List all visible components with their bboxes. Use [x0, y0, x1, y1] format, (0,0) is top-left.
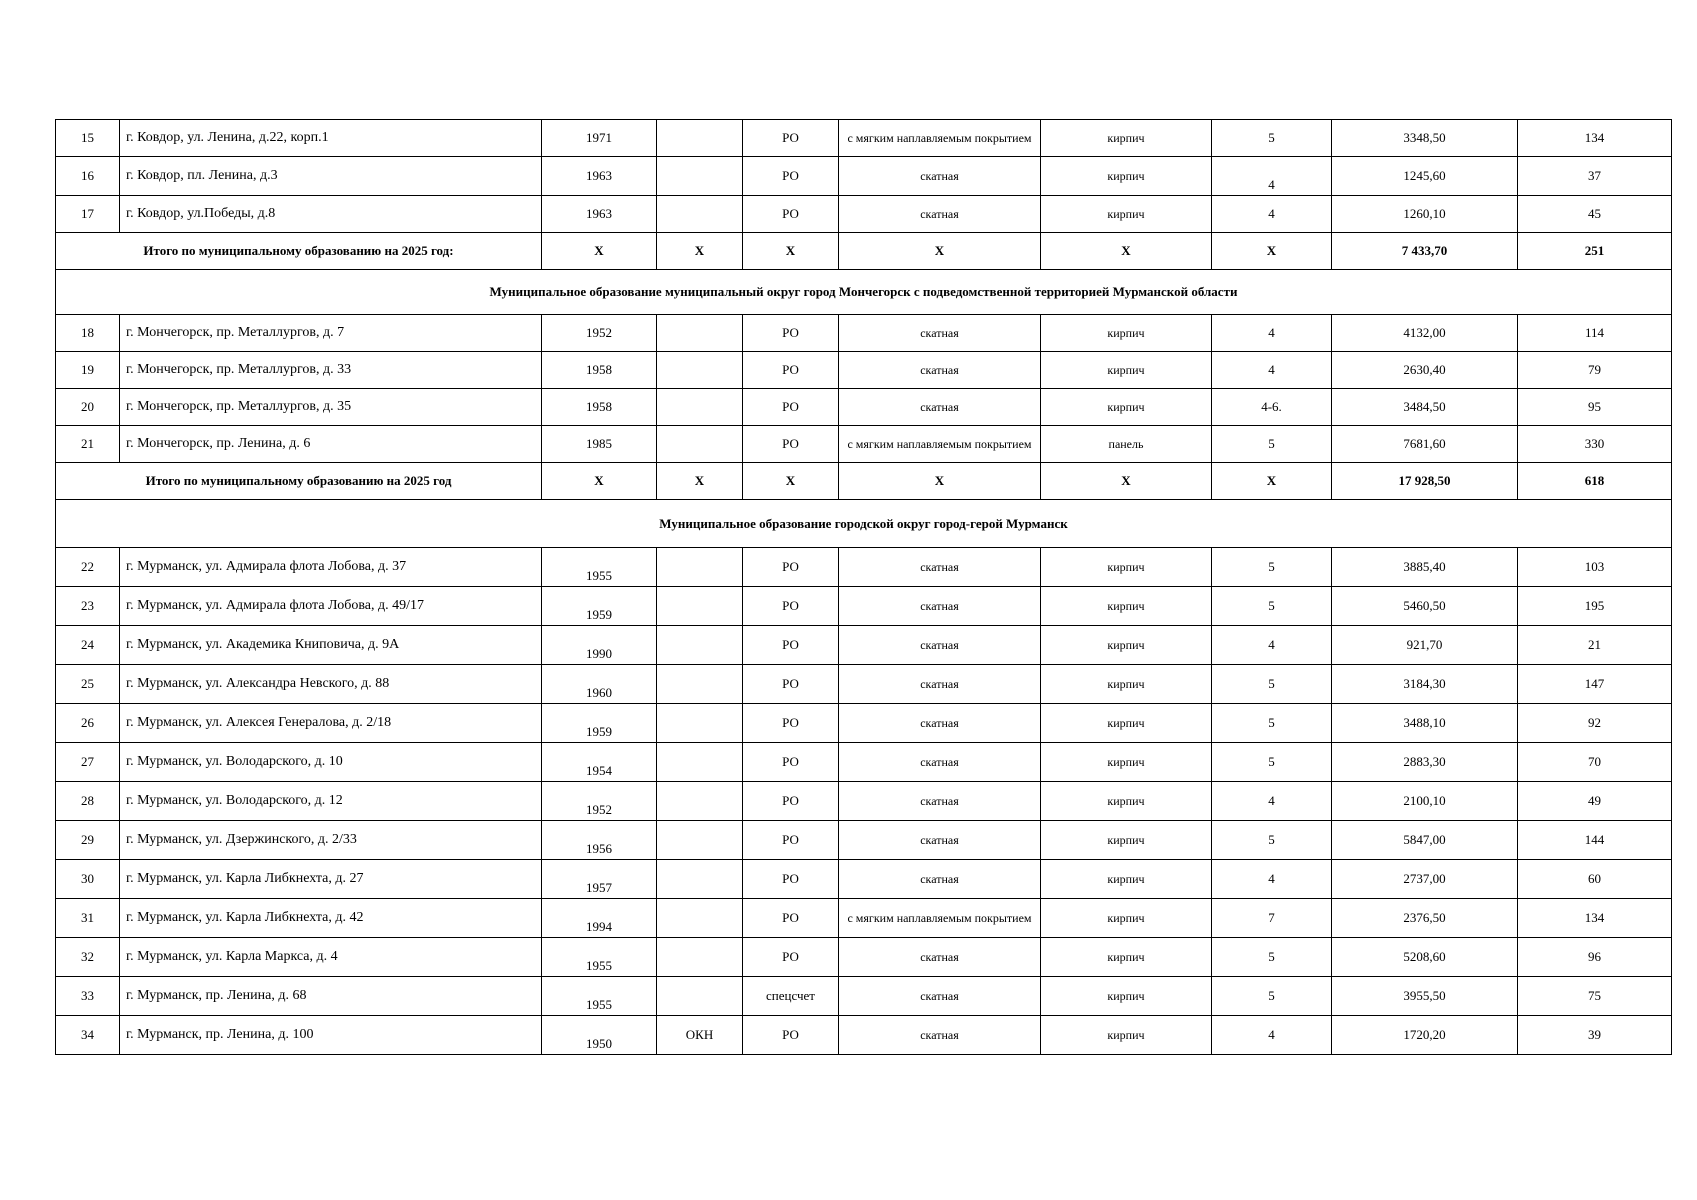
roof-type-cell: с мягким наплавляемым покрытием [839, 120, 1041, 157]
address-cell: г. Мурманск, пр. Ленина, д. 68 [120, 977, 542, 1016]
area-cell: 2737,00 [1332, 860, 1518, 899]
roof-type-cell: с мягким наплавляемым покрытием [839, 426, 1041, 463]
fund-method-cell: РО [743, 587, 839, 626]
row-number-cell: 29 [56, 821, 120, 860]
fund-method-cell: РО [743, 899, 839, 938]
table-row [56, 157, 1672, 196]
okn-cell [657, 665, 743, 704]
wall-material-cell: кирпич [1041, 977, 1212, 1016]
row-number-cell: 16 [56, 157, 120, 196]
total-row [56, 463, 1672, 500]
row-number-cell: 32 [56, 938, 120, 977]
address-cell: г. Мурманск, ул. Володарского, д. 12 [120, 782, 542, 821]
address-cell: г. Мурманск, ул. Карла Либкнехта, д. 27 [120, 860, 542, 899]
total-residents-cell: 618 [1518, 463, 1672, 500]
year-cell: 1958 [542, 352, 657, 389]
fund-method-cell: РО [743, 120, 839, 157]
roof-type-cell: скатная [839, 1016, 1041, 1055]
fund-method-cell: РО [743, 548, 839, 587]
row-number-cell: 20 [56, 389, 120, 426]
roof-type-cell: скатная [839, 389, 1041, 426]
roof-type-cell: скатная [839, 548, 1041, 587]
okn-cell [657, 860, 743, 899]
roof-type-cell: скатная [839, 196, 1041, 233]
section-heading-row [56, 500, 1672, 548]
okn-cell: ОКН [657, 1016, 743, 1055]
table-row [56, 626, 1672, 665]
floors-cell: 5 [1212, 426, 1332, 463]
year-cell: 1957 [542, 860, 657, 899]
total-label: Итого по муниципальному образованию на 2025 год [56, 463, 542, 500]
fund-method-cell: РО [743, 938, 839, 977]
fund-method-cell: РО [743, 1016, 839, 1055]
wall-material-cell: кирпич [1041, 626, 1212, 665]
roof-type-cell: скатная [839, 821, 1041, 860]
residents-cell: 95 [1518, 389, 1672, 426]
address-cell: г. Ковдор, пл. Ленина, д.3 [120, 157, 542, 196]
row-number-cell: 21 [56, 426, 120, 463]
year-cell: 1960 [542, 665, 657, 704]
address-cell: г. Мурманск, ул. Дзержинского, д. 2/33 [120, 821, 542, 860]
fund-method-cell: РО [743, 821, 839, 860]
residents-cell: 37 [1518, 157, 1672, 196]
fund-method-cell: РО [743, 704, 839, 743]
floors-cell: 4 [1212, 315, 1332, 352]
residents-cell: 60 [1518, 860, 1672, 899]
wall-material-cell: кирпич [1041, 821, 1212, 860]
table-row [56, 665, 1672, 704]
residents-cell: 79 [1518, 352, 1672, 389]
area-cell: 5208,60 [1332, 938, 1518, 977]
area-cell: 5460,50 [1332, 587, 1518, 626]
okn-cell [657, 587, 743, 626]
address-cell: г. Мончегорск, пр. Металлургов, д. 33 [120, 352, 542, 389]
roof-type-cell: скатная [839, 938, 1041, 977]
section-heading-row [56, 270, 1672, 315]
residents-cell: 103 [1518, 548, 1672, 587]
year-cell: 1952 [542, 315, 657, 352]
address-cell: г. Мурманск, ул. Алексея Генералова, д. 2/18 [120, 704, 542, 743]
wall-material-cell: кирпич [1041, 389, 1212, 426]
wall-material-cell: кирпич [1041, 743, 1212, 782]
year-cell: 1985 [542, 426, 657, 463]
x-mark-cell: Х [657, 463, 743, 500]
address-cell: г. Мурманск, ул. Адмирала флота Лобова, д. 49/17 [120, 587, 542, 626]
roof-type-cell: скатная [839, 315, 1041, 352]
area-cell: 3955,50 [1332, 977, 1518, 1016]
residents-cell: 39 [1518, 1016, 1672, 1055]
area-cell: 3484,50 [1332, 389, 1518, 426]
area-cell: 1720,20 [1332, 1016, 1518, 1055]
row-number-cell: 34 [56, 1016, 120, 1055]
wall-material-cell: кирпич [1041, 938, 1212, 977]
fund-method-cell: РО [743, 196, 839, 233]
roof-type-cell: скатная [839, 626, 1041, 665]
wall-material-cell: кирпич [1041, 899, 1212, 938]
year-cell: 1994 [542, 899, 657, 938]
x-mark-cell: Х [1041, 463, 1212, 500]
residents-cell: 147 [1518, 665, 1672, 704]
fund-method-cell: РО [743, 860, 839, 899]
total-residents-cell: 251 [1518, 233, 1672, 270]
year-cell: 1956 [542, 821, 657, 860]
roof-type-cell: скатная [839, 860, 1041, 899]
area-cell: 4132,00 [1332, 315, 1518, 352]
total-area-cell: 7 433,70 [1332, 233, 1518, 270]
okn-cell [657, 157, 743, 196]
table-row [56, 120, 1672, 157]
fund-method-cell: РО [743, 743, 839, 782]
okn-cell [657, 120, 743, 157]
year-cell: 1950 [542, 1016, 657, 1055]
roof-type-cell: скатная [839, 743, 1041, 782]
x-mark-cell: Х [1041, 233, 1212, 270]
wall-material-cell: панель [1041, 426, 1212, 463]
roof-type-cell: с мягким наплавляемым покрытием [839, 899, 1041, 938]
wall-material-cell: кирпич [1041, 782, 1212, 821]
x-mark-cell: Х [839, 233, 1041, 270]
floors-cell: 4 [1212, 157, 1332, 196]
okn-cell [657, 938, 743, 977]
address-cell: г. Мончегорск, пр. Металлургов, д. 7 [120, 315, 542, 352]
floors-cell: 5 [1212, 120, 1332, 157]
floors-cell: 5 [1212, 977, 1332, 1016]
table-row [56, 899, 1672, 938]
fund-method-cell: РО [743, 665, 839, 704]
table-row [56, 1016, 1672, 1055]
total-area-cell: 17 928,50 [1332, 463, 1518, 500]
row-number-cell: 22 [56, 548, 120, 587]
table-row [56, 587, 1672, 626]
year-cell: 1990 [542, 626, 657, 665]
wall-material-cell: кирпич [1041, 315, 1212, 352]
okn-cell [657, 315, 743, 352]
area-cell: 3184,30 [1332, 665, 1518, 704]
okn-cell [657, 782, 743, 821]
floors-cell: 4-6. [1212, 389, 1332, 426]
roof-type-cell: скатная [839, 665, 1041, 704]
okn-cell [657, 389, 743, 426]
okn-cell [657, 426, 743, 463]
floors-cell: 5 [1212, 938, 1332, 977]
row-number-cell: 27 [56, 743, 120, 782]
floors-cell: 4 [1212, 782, 1332, 821]
fund-method-cell: РО [743, 626, 839, 665]
x-mark-cell: Х [542, 463, 657, 500]
address-cell: г. Мончегорск, пр. Ленина, д. 6 [120, 426, 542, 463]
okn-cell [657, 626, 743, 665]
area-cell: 7681,60 [1332, 426, 1518, 463]
address-cell: г. Ковдор, ул. Ленина, д.22, корп.1 [120, 120, 542, 157]
residents-cell: 75 [1518, 977, 1672, 1016]
wall-material-cell: кирпич [1041, 196, 1212, 233]
residents-cell: 92 [1518, 704, 1672, 743]
floors-cell: 5 [1212, 665, 1332, 704]
residents-cell: 70 [1518, 743, 1672, 782]
address-cell: г. Мурманск, ул. Карла Либкнехта, д. 42 [120, 899, 542, 938]
table-row [56, 352, 1672, 389]
area-cell: 3348,50 [1332, 120, 1518, 157]
area-cell: 2883,30 [1332, 743, 1518, 782]
table-row [56, 860, 1672, 899]
area-cell: 2376,50 [1332, 899, 1518, 938]
year-cell: 1958 [542, 389, 657, 426]
fund-method-cell: спецсчет [743, 977, 839, 1016]
x-mark-cell: Х [743, 233, 839, 270]
okn-cell [657, 196, 743, 233]
row-number-cell: 25 [56, 665, 120, 704]
residents-cell: 195 [1518, 587, 1672, 626]
year-cell: 1955 [542, 977, 657, 1016]
residents-cell: 134 [1518, 899, 1672, 938]
okn-cell [657, 548, 743, 587]
row-number-cell: 23 [56, 587, 120, 626]
roof-type-cell: скатная [839, 587, 1041, 626]
floors-cell: 4 [1212, 1016, 1332, 1055]
row-number-cell: 18 [56, 315, 120, 352]
table-row [56, 938, 1672, 977]
address-cell: г. Мурманск, ул. Адмирала флота Лобова, д. 37 [120, 548, 542, 587]
total-row [56, 233, 1672, 270]
area-cell: 5847,00 [1332, 821, 1518, 860]
x-mark-cell: Х [542, 233, 657, 270]
table-row [56, 743, 1672, 782]
wall-material-cell: кирпич [1041, 548, 1212, 587]
area-cell: 2100,10 [1332, 782, 1518, 821]
address-cell: г. Мурманск, ул. Александра Невского, д. 88 [120, 665, 542, 704]
fund-method-cell: РО [743, 315, 839, 352]
wall-material-cell: кирпич [1041, 120, 1212, 157]
section-heading: Муниципальное образование муниципальный округ город Мончегорск с подведомственной территорией Мурманской области [56, 270, 1672, 315]
x-mark-cell: Х [657, 233, 743, 270]
table-row [56, 389, 1672, 426]
wall-material-cell: кирпич [1041, 860, 1212, 899]
housing-register-table [55, 119, 1672, 1055]
okn-cell [657, 977, 743, 1016]
okn-cell [657, 743, 743, 782]
residents-cell: 114 [1518, 315, 1672, 352]
row-number-cell: 15 [56, 120, 120, 157]
address-cell: г. Мончегорск, пр. Металлургов, д. 35 [120, 389, 542, 426]
residents-cell: 144 [1518, 821, 1672, 860]
row-number-cell: 26 [56, 704, 120, 743]
okn-cell [657, 821, 743, 860]
x-mark-cell: Х [1212, 233, 1332, 270]
fund-method-cell: РО [743, 157, 839, 196]
okn-cell [657, 899, 743, 938]
address-cell: г. Мурманск, ул. Академика Книповича, д. 9А [120, 626, 542, 665]
roof-type-cell: скатная [839, 782, 1041, 821]
year-cell: 1963 [542, 157, 657, 196]
residents-cell: 45 [1518, 196, 1672, 233]
total-label: Итого по муниципальному образованию на 2025 год: [56, 233, 542, 270]
section-heading: Муниципальное образование городской округ город-герой Мурманск [56, 500, 1672, 548]
table-row [56, 196, 1672, 233]
row-number-cell: 19 [56, 352, 120, 389]
area-cell: 921,70 [1332, 626, 1518, 665]
fund-method-cell: РО [743, 782, 839, 821]
wall-material-cell: кирпич [1041, 665, 1212, 704]
address-cell: г. Ковдор, ул.Победы, д.8 [120, 196, 542, 233]
okn-cell [657, 352, 743, 389]
table-row [56, 977, 1672, 1016]
row-number-cell: 33 [56, 977, 120, 1016]
okn-cell [657, 704, 743, 743]
residents-cell: 134 [1518, 120, 1672, 157]
floors-cell: 4 [1212, 352, 1332, 389]
table-row [56, 704, 1672, 743]
year-cell: 1959 [542, 587, 657, 626]
floors-cell: 5 [1212, 743, 1332, 782]
floors-cell: 4 [1212, 196, 1332, 233]
row-number-cell: 28 [56, 782, 120, 821]
year-cell: 1959 [542, 704, 657, 743]
floors-cell: 4 [1212, 860, 1332, 899]
wall-material-cell: кирпич [1041, 157, 1212, 196]
table-row [56, 315, 1672, 352]
table-row [56, 782, 1672, 821]
row-number-cell: 24 [56, 626, 120, 665]
row-number-cell: 17 [56, 196, 120, 233]
x-mark-cell: Х [839, 463, 1041, 500]
address-cell: г. Мурманск, ул. Карла Маркса, д. 4 [120, 938, 542, 977]
wall-material-cell: кирпич [1041, 587, 1212, 626]
area-cell: 1245,60 [1332, 157, 1518, 196]
table-row [56, 426, 1672, 463]
x-mark-cell: Х [1212, 463, 1332, 500]
year-cell: 1955 [542, 938, 657, 977]
residents-cell: 49 [1518, 782, 1672, 821]
wall-material-cell: кирпич [1041, 704, 1212, 743]
x-mark-cell: Х [743, 463, 839, 500]
row-number-cell: 31 [56, 899, 120, 938]
year-cell: 1955 [542, 548, 657, 587]
roof-type-cell: скатная [839, 157, 1041, 196]
wall-material-cell: кирпич [1041, 1016, 1212, 1055]
area-cell: 3488,10 [1332, 704, 1518, 743]
wall-material-cell: кирпич [1041, 352, 1212, 389]
address-cell: г. Мурманск, пр. Ленина, д. 100 [120, 1016, 542, 1055]
floors-cell: 5 [1212, 587, 1332, 626]
fund-method-cell: РО [743, 352, 839, 389]
roof-type-cell: скатная [839, 352, 1041, 389]
floors-cell: 5 [1212, 704, 1332, 743]
year-cell: 1952 [542, 782, 657, 821]
area-cell: 2630,40 [1332, 352, 1518, 389]
residents-cell: 96 [1518, 938, 1672, 977]
table-row [56, 821, 1672, 860]
floors-cell: 5 [1212, 548, 1332, 587]
floors-cell: 4 [1212, 626, 1332, 665]
residents-cell: 21 [1518, 626, 1672, 665]
area-cell: 3885,40 [1332, 548, 1518, 587]
floors-cell: 7 [1212, 899, 1332, 938]
table-row [56, 548, 1672, 587]
row-number-cell: 30 [56, 860, 120, 899]
address-cell: г. Мурманск, ул. Володарского, д. 10 [120, 743, 542, 782]
year-cell: 1963 [542, 196, 657, 233]
year-cell: 1971 [542, 120, 657, 157]
roof-type-cell: скатная [839, 704, 1041, 743]
fund-method-cell: РО [743, 389, 839, 426]
floors-cell: 5 [1212, 821, 1332, 860]
area-cell: 1260,10 [1332, 196, 1518, 233]
roof-type-cell: скатная [839, 977, 1041, 1016]
residents-cell: 330 [1518, 426, 1672, 463]
year-cell: 1954 [542, 743, 657, 782]
fund-method-cell: РО [743, 426, 839, 463]
